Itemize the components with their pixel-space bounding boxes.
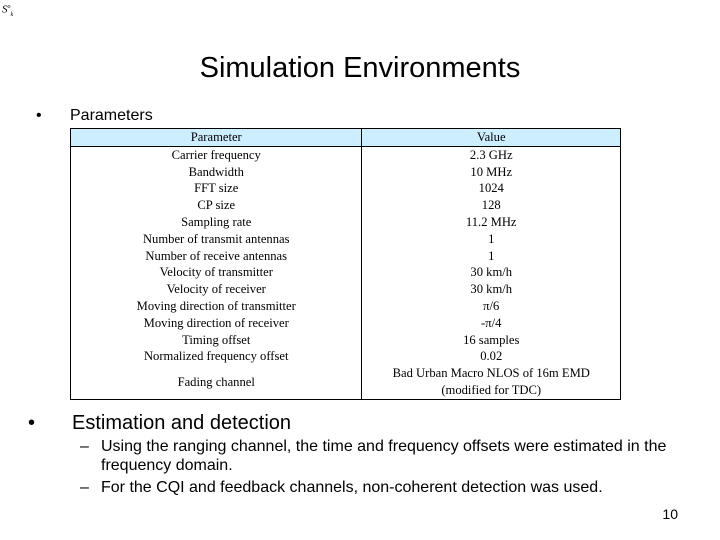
estimation-bullet — [28, 411, 291, 435]
sub-list-item — [80, 437, 680, 475]
value-cell: 30 km/h — [362, 281, 621, 298]
header-parameter: Parameter — [71, 129, 362, 147]
bullet-marker: • — [28, 412, 36, 434]
parameter-cell: CP size — [71, 197, 362, 214]
parameter-cell: Normalized frequency offset — [71, 348, 362, 365]
table-row — [71, 298, 621, 315]
corner-symbol-base: S — [2, 3, 8, 16]
dash-marker: – — [80, 438, 89, 455]
value-cell: 16 samples — [362, 332, 621, 349]
estimation-heading: Estimation and detection — [72, 412, 292, 434]
table-row — [71, 248, 621, 265]
fading-value — [362, 365, 621, 399]
slide-title: Simulation Environments — [199, 52, 521, 84]
table-row — [71, 281, 621, 298]
fading-value-line1: Bad Urban Macro NLOS of 16m EMD — [392, 366, 590, 381]
table-row — [71, 332, 621, 349]
table-row — [71, 197, 621, 214]
value-cell: π/6 — [362, 298, 621, 315]
corner-symbol-sup: o — [7, 4, 11, 10]
table-row — [71, 348, 621, 365]
table-row — [71, 264, 621, 281]
value-cell: 1 — [362, 248, 621, 265]
value-cell: 30 km/h — [362, 264, 621, 281]
estimation-sub-list — [80, 437, 680, 500]
sub-list-item — [80, 478, 680, 497]
table-header-row — [71, 129, 621, 147]
table-row — [71, 231, 621, 248]
parameter-cell: Sampling rate — [71, 214, 362, 231]
value-cell: 1 — [362, 231, 621, 248]
parameter-cell: Number of receive antennas — [71, 248, 362, 265]
table-row — [71, 214, 621, 231]
parameters-heading: Parameters — [70, 107, 153, 124]
corner-symbol — [2, 2, 13, 21]
sub-item-text: For the CQI and feedback channels, non-coherent detection was used. — [101, 479, 603, 496]
value-cell: 1024 — [362, 180, 621, 197]
value-cell: 11.2 MHz — [362, 214, 621, 231]
corner-symbol-sub: k — [10, 11, 14, 18]
page-number: 10 — [662, 506, 678, 522]
fading-parameter: Fading channel — [71, 365, 362, 399]
parameter-cell: Number of transmit antennas — [71, 231, 362, 248]
parameter-cell: Bandwidth — [71, 164, 362, 181]
table-row — [71, 146, 621, 163]
parameters-bullet — [36, 106, 153, 126]
value-cell: 2.3 GHz — [362, 146, 621, 163]
parameter-cell: Moving direction of transmitter — [71, 298, 362, 315]
value-cell: 10 MHz — [362, 164, 621, 181]
parameter-cell: Velocity of transmitter — [71, 264, 362, 281]
value-cell: -π/4 — [362, 315, 621, 332]
table-row-fading-channel — [71, 365, 621, 399]
table-row — [71, 315, 621, 332]
bullet-marker: • — [36, 107, 42, 124]
table-row — [71, 180, 621, 197]
parameter-cell: Velocity of receiver — [71, 281, 362, 298]
value-cell: 128 — [362, 197, 621, 214]
parameter-cell: FFT size — [71, 180, 362, 197]
parameter-cell: Carrier frequency — [71, 146, 362, 163]
parameters-table — [70, 128, 621, 400]
parameter-cell: Moving direction of receiver — [71, 315, 362, 332]
value-cell: 0.02 — [362, 348, 621, 365]
fading-value-line2: (modified for TDC) — [441, 382, 542, 397]
sub-item-text: Using the ranging channel, the time and frequency offsets were estimated in the frequency domain. — [101, 438, 667, 474]
header-value: Value — [362, 129, 621, 147]
table-row — [71, 164, 621, 181]
dash-marker: – — [80, 479, 89, 496]
parameter-cell: Timing offset — [71, 332, 362, 349]
